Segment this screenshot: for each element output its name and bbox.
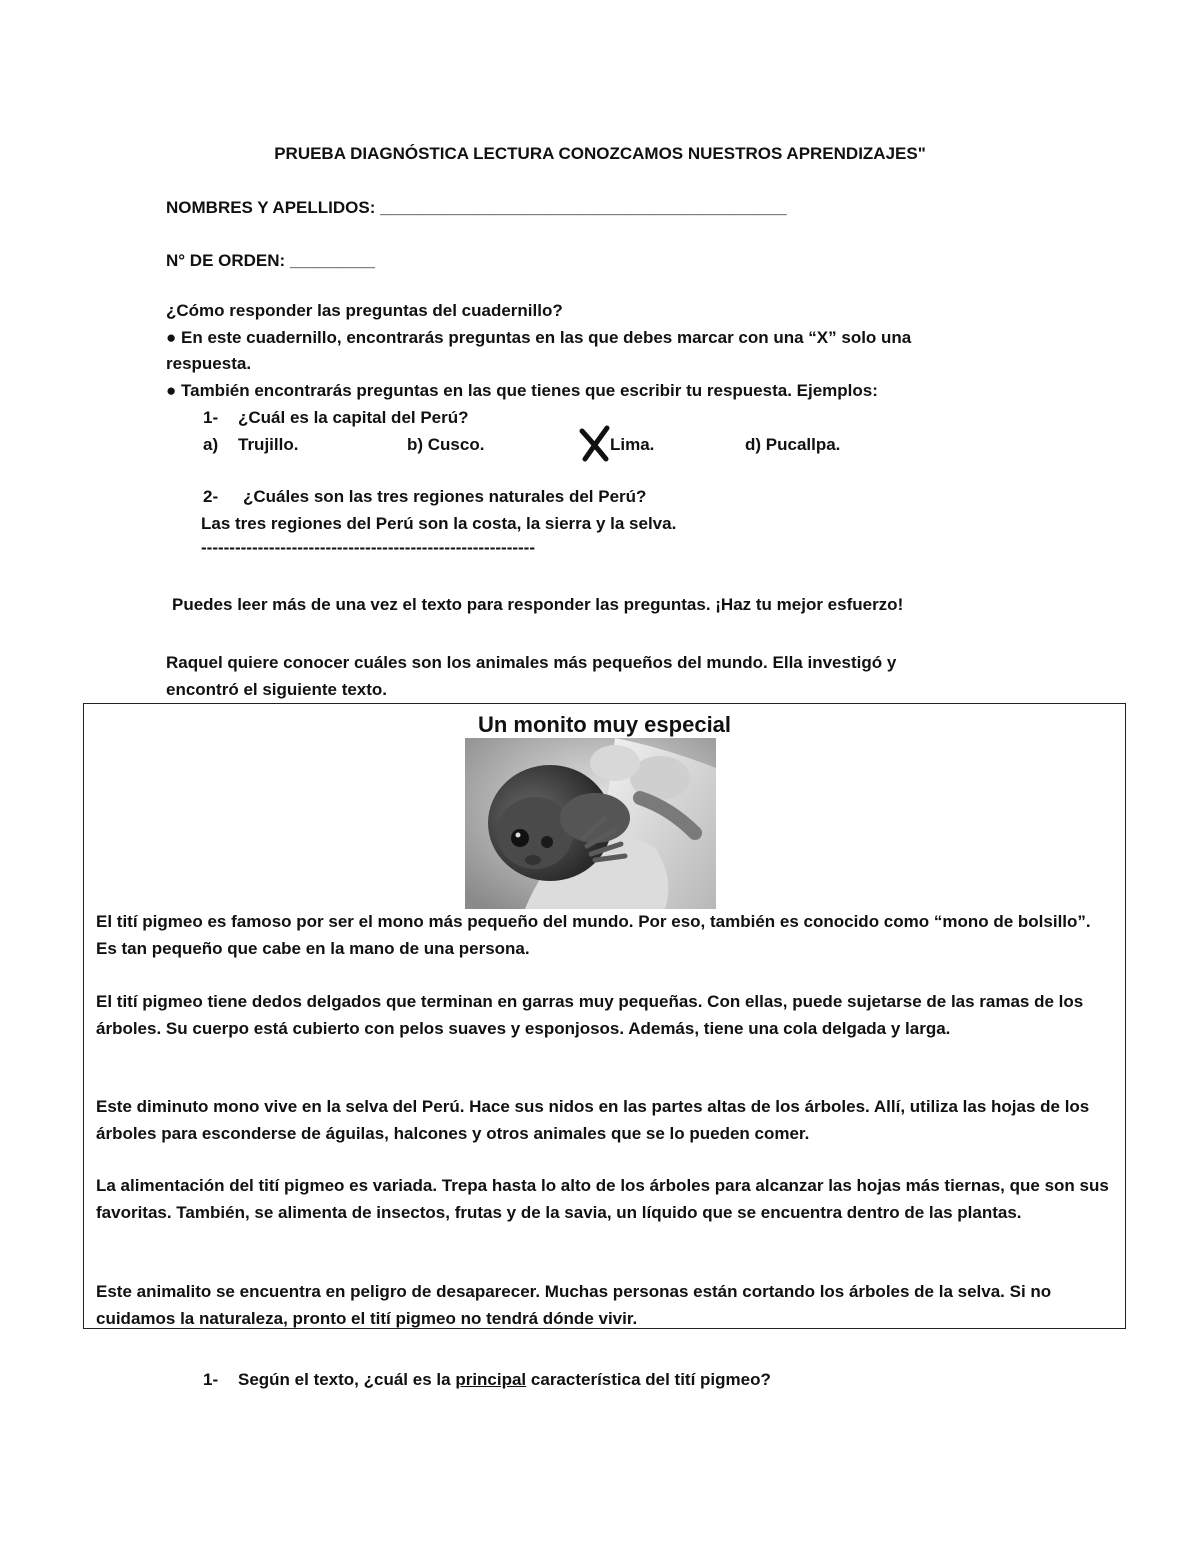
reading-paragraph-1: El tití pigmeo es famoso por ser el mono más pequeño del mundo. Por eso, también es conocido como “mono de bolsillo”. Es tan pequeño que cabe en la mano de una persona. xyxy=(96,912,1091,958)
instructions-heading: ¿Cómo responder las preguntas del cuadernillo? xyxy=(166,301,563,320)
example1-option-b[interactable]: b) Cusco. xyxy=(407,435,485,454)
x-mark-icon xyxy=(579,425,613,463)
page-title: PRUEBA DIAGNÓSTICA LECTURA CONOZCAMOS NUESTROS APRENDIZAJES" xyxy=(274,144,926,163)
intro-text: Raquel quiere conocer cuáles son los animales más pequeños del mundo. Ella investigó y xyxy=(166,653,897,672)
reading-text-box xyxy=(83,703,1126,1329)
intro-text-cont: encontró el siguiente texto. xyxy=(166,680,388,699)
example1-option-d[interactable]: d) Pucallpa. xyxy=(745,435,841,454)
encouragement-text: Puedes leer más de una vez el texto para responder las preguntas. ¡Haz tu mejor esfuerzo! xyxy=(172,595,904,614)
pygmy-marmoset-photo xyxy=(465,738,716,909)
reading-paragraph-2: El tití pigmeo tiene dedos delgados que terminan en garras muy pequeñas. Con ellas, puede sujetarse de las ramas de los árboles. Su cuerpo está cubierto con pelos suaves y esponjosos. Además, tiene una cola delgada y larga. xyxy=(96,992,1084,1038)
question1-text-after: característica del tití pigmeo? xyxy=(530,1370,771,1389)
example2-answer: Las tres regiones del Perú son la costa, la sierra y la selva. xyxy=(201,514,677,533)
example1-option-a-letter: a) xyxy=(203,435,219,454)
instruction-bullet-1: ● En este cuadernillo, encontrarás preguntas en las que debes marcar con una “X” solo una xyxy=(166,328,912,347)
instruction-bullet-1-cont: respuesta. xyxy=(166,354,252,373)
example1-question: ¿Cuál es la capital del Perú? xyxy=(238,408,469,427)
question1-underlined-word: principal xyxy=(455,1370,527,1389)
example2-number: 2- xyxy=(203,487,219,506)
names-field[interactable]: NOMBRES Y APELLIDOS: ___________________________________________ xyxy=(166,198,787,217)
example1-option-c[interactable]: Lima. xyxy=(610,435,655,454)
reading-title: Un monito muy especial xyxy=(477,712,732,737)
reading-paragraph-4: La alimentación del tití pigmeo es variada. Trepa hasta lo alto de los árboles para alcanzar las hojas más tiernas, que son sus favoritas. También, se alimenta de insectos, frutas y de la savia, un líquido que se encuentra dentro de las plantas. xyxy=(96,1176,1109,1222)
instruction-bullet-2: ● También encontrarás preguntas en las que tienes que escribir tu respuesta. Ejemplos: xyxy=(166,381,878,400)
example2-question: ¿Cuáles son las tres regiones naturales del Perú? xyxy=(243,487,647,506)
question1-text-before: Según el texto, ¿cuál es la xyxy=(238,1370,451,1389)
example2-answer-line: ----------------------------------------------------------- xyxy=(201,538,536,557)
order-number-field[interactable]: N° DE ORDEN: _________ xyxy=(166,251,376,270)
question1-number: 1- xyxy=(203,1370,219,1389)
reading-paragraph-5: Este animalito se encuentra en peligro de desaparecer. Muchas personas están cortando los árboles de la selva. Si no cuidamos la naturaleza, pronto el tití pigmeo no tendrá dónde vivir. xyxy=(96,1282,1052,1328)
example1-option-a[interactable]: Trujillo. xyxy=(238,435,299,454)
example1-number: 1- xyxy=(203,408,219,427)
question1-text xyxy=(238,1367,771,1393)
reading-paragraph-3: Este diminuto mono vive en la selva del Perú. Hace sus nidos en las partes altas de los árboles. Allí, utiliza las hojas de los árboles para esconderse de águilas, halcones y otros animales que se lo pueden comer. xyxy=(96,1097,1090,1143)
